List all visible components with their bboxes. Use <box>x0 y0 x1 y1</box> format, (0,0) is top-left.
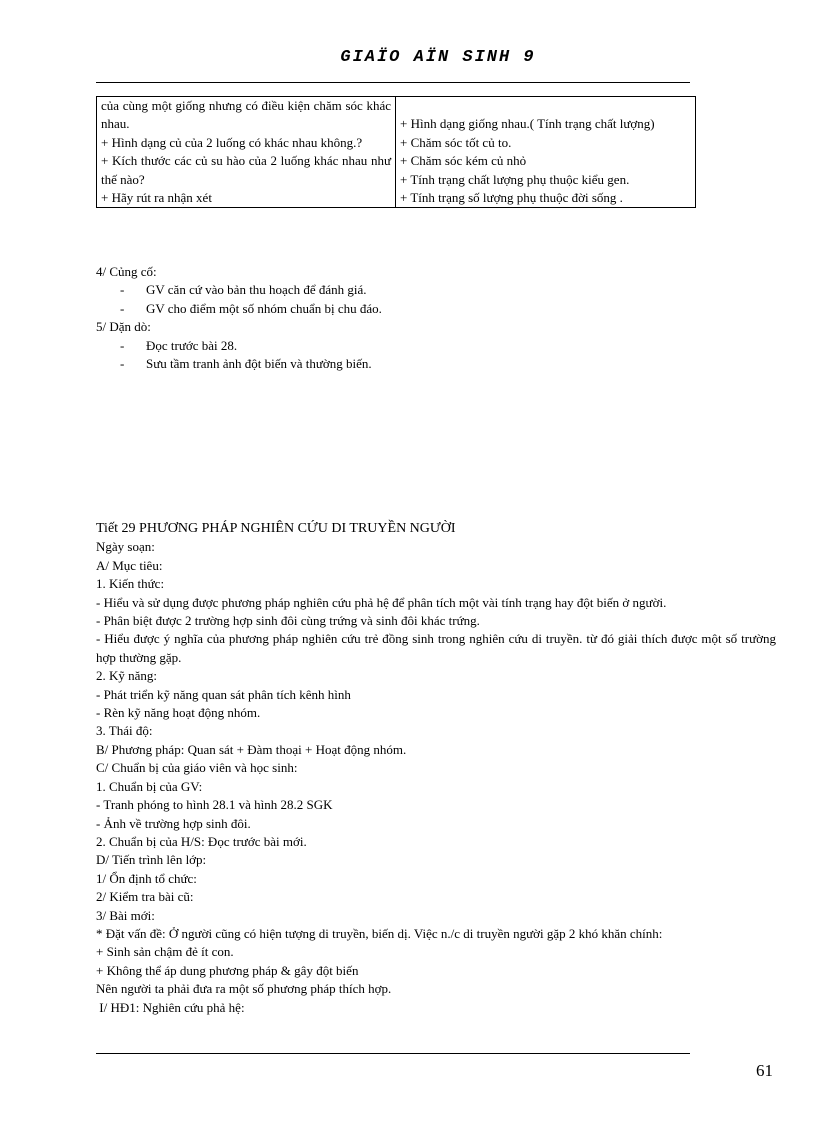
lesson-line: - Phân biệt được 2 trường hợp sinh đôi cùng trứng và sinh đôi khác trứng. <box>96 613 480 629</box>
table-cell-teacher <box>97 97 396 208</box>
list-item: - GV cho điểm một số nhóm chuẩn bị chu đáo. <box>120 300 382 316</box>
page-header-title: GIAÏO AÏN SINH 9 <box>340 48 536 67</box>
review-section <box>96 263 776 373</box>
lesson-line: Nên người ta phải đưa ra một số phương pháp thích hợp. <box>96 981 392 997</box>
lesson-line: 3/ Bài mới: <box>96 907 155 923</box>
footer-rule <box>96 1053 690 1054</box>
activity-table <box>96 96 696 208</box>
table-text: của cùng một giống nhưng có điều kiện chăm sóc khác nhau. <box>101 98 391 132</box>
lesson-line: 1. Chuẩn bị của GV: <box>96 778 203 794</box>
table-text: + Chăm sóc kém củ nhỏ <box>400 153 527 169</box>
table-text: + Hình dạng giống nhau.( Tính trạng chất lượng) <box>400 116 655 132</box>
lesson-line: 2/ Kiểm tra bài cũ: <box>96 889 194 905</box>
lesson-line: D/ Tiến trình lên lớp: <box>96 852 207 868</box>
lesson-line: B/ Phương pháp: Quan sát + Đàm thoại + Hoạt động nhóm. <box>96 741 407 757</box>
table-text: + Kích thước các củ su hào của 2 luống khác nhau như thế nào? <box>101 153 391 187</box>
lesson-line: + Sinh sản chậm đẻ ít con. <box>96 944 234 960</box>
header-rule <box>96 82 690 83</box>
lesson-line: 2. Chuẩn bị của H/S: Đọc trước bài mới. <box>96 833 307 849</box>
lesson-section <box>96 520 776 1017</box>
lesson-line: - Phát triển kỹ năng quan sát phân tích kênh hình <box>96 686 351 702</box>
lesson-line: - Rèn kỹ năng hoạt động nhóm. <box>96 705 261 721</box>
page-number: 61 <box>756 1061 773 1080</box>
section-heading: 4/ Củng cố: <box>96 264 157 279</box>
lesson-line: - Tranh phóng to hình 28.1 và hình 28.2 SGK <box>96 797 333 813</box>
lesson-line: * Đặt vấn đề: Ở người cũng có hiện tượng di truyền, biến dị. Việc n./c di truyền người gặp 2 khó khăn chính: <box>96 925 663 941</box>
lesson-line: 3. Thái độ: <box>96 723 153 739</box>
lesson-line: C/ Chuẩn bị của giáo viên và học sinh: <box>96 760 298 776</box>
list-item: - Đọc trước bài 28. <box>120 337 238 353</box>
table-row <box>97 97 696 208</box>
lesson-line: - Hiểu và sử dụng được phương pháp nghiên cứu phả hệ để phân tích một vài tính trạng hay đột biến ở người. <box>96 594 667 610</box>
lesson-line: 1. Kiến thức: <box>96 576 165 592</box>
lesson-line: 2. Kỹ năng: <box>96 668 158 684</box>
list-item: - Sưu tầm tranh ảnh đột biến và thường biến. <box>120 356 372 372</box>
table-text: + Tính trạng số lượng phụ thuộc đời sống . <box>400 190 623 206</box>
lesson-title: Tiết 29 PHƯƠNG PHÁP NGHIÊN CỨU DI TRUYỀN NGƯỜI <box>96 521 456 536</box>
table-text: + Chăm sóc tốt củ to. <box>400 134 512 150</box>
table-text: + Hình dạng củ của 2 luống có khác nhau không.? <box>101 134 363 150</box>
lesson-line: A/ Mục tiêu: <box>96 557 163 573</box>
lesson-line: Ngày soạn: <box>96 539 155 555</box>
lesson-line: + Không thể áp dung phương pháp & gây đột biến <box>96 962 359 978</box>
lesson-footer-heading: I/ HĐ1: Nghiên cứu phả hệ: <box>96 999 245 1015</box>
table-text: + Hãy rút ra nhận xét <box>101 190 212 206</box>
table-text: + Tính trạng chất lượng phụ thuộc kiểu gen. <box>400 171 630 187</box>
section-heading: 5/ Dặn dò: <box>96 319 151 335</box>
lesson-line: 1/ Ổn định tổ chức: <box>96 870 197 886</box>
table-cell-student <box>396 97 696 208</box>
lesson-line: - Ảnh về trường hợp sinh đôi. <box>96 815 251 831</box>
lesson-line: - Hiểu được ý nghĩa của phương pháp nghiên cứu trẻ đồng sinh trong nghiên cứu di truyền. từ đó giải thích được một số trường hợp thường gặp. <box>96 631 776 665</box>
list-item: - GV căn cứ vào bản thu hoạch để đánh giá. <box>120 282 367 298</box>
